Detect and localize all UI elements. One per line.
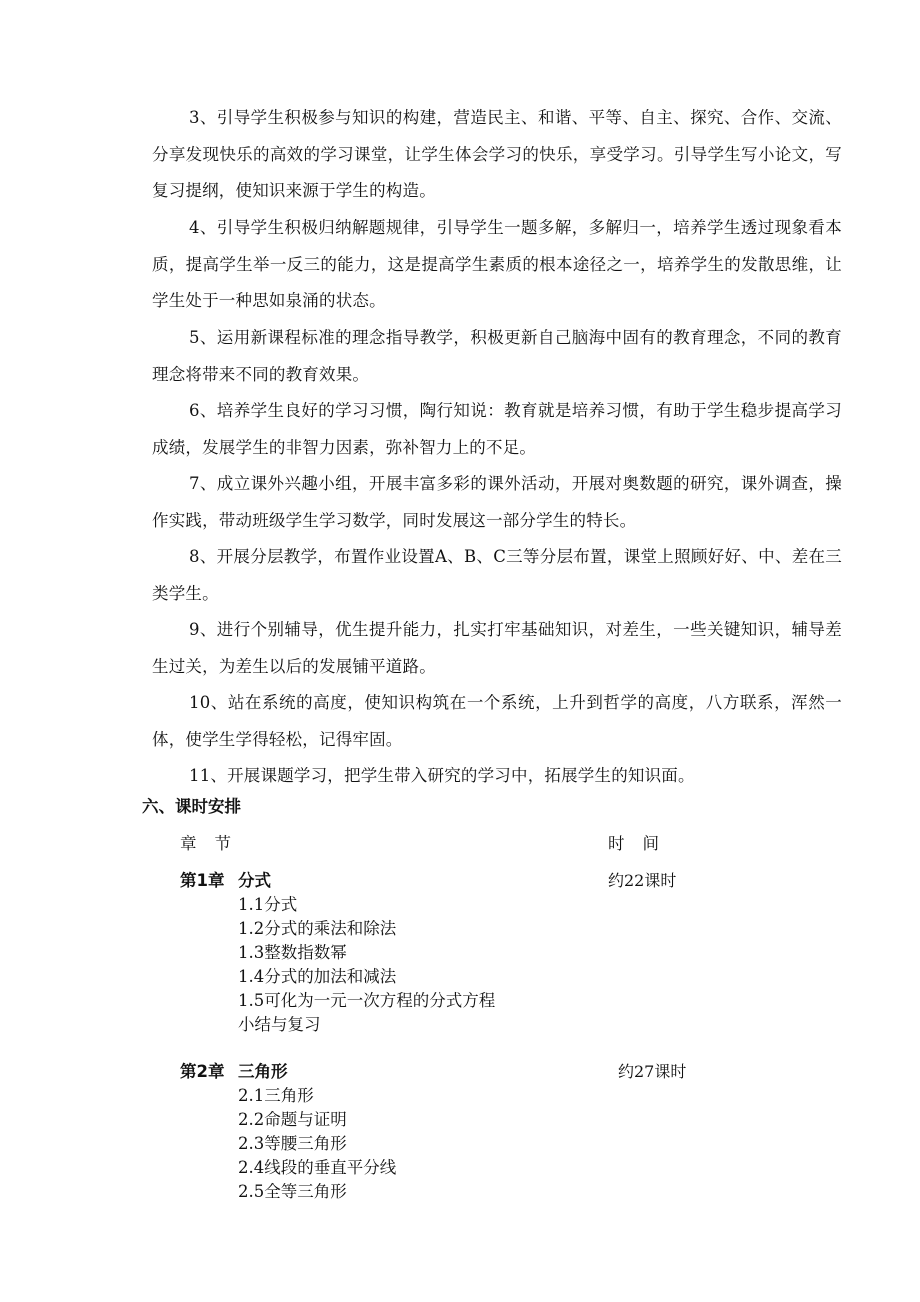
column-header-time: 时间 xyxy=(608,834,677,853)
paragraph-11: 11、开展课题学习，把学生带入研究的学习中，拓展学生的知识面。 xyxy=(189,766,695,785)
list-item: 2.5全等三角形 xyxy=(238,1182,347,1201)
paragraph-6: 6、培养学生良好的学习习惯，陶行知说：教育就是培养习惯，有助于学生稳步提高学习成绩，发展学生的非智力因素，弥补智力上的不足。 xyxy=(152,401,842,457)
chapter-1-number: 第1章 xyxy=(180,871,225,890)
paragraph-3: 3、引导学生积极参与知识的构建，营造民主、和谐、平等、自主、探究、合作、交流、分享发现快乐的高效的学习课堂，让学生体会学习的快乐，享受学习。引导学生写小论文，写复习提纲，使知识来源于学生的构造。 xyxy=(152,108,842,200)
chapter-1-section-list xyxy=(238,893,495,1037)
chapter-1-title xyxy=(180,869,271,893)
column-header-chapter: 章节 xyxy=(180,834,249,853)
paragraph-9: 9、进行个别辅导，优生提升能力，扎实打牢基础知识，对差生，一些关键知识，辅导差生过关，为差生以后的发展铺平道路。 xyxy=(152,620,842,676)
list-item: 2.4线段的垂直平分线 xyxy=(238,1158,397,1177)
list-item: 1.2分式的乘法和除法 xyxy=(238,919,397,938)
paragraph-10: 10、站在系统的高度，使知识构筑在一个系统，上升到哲学的高度，八方联系，浑然一体，使学生学得轻松，记得牢固。 xyxy=(152,693,842,749)
chapter-1-hours: 约22课时 xyxy=(608,871,677,890)
list-item: 2.1三角形 xyxy=(238,1086,314,1105)
paragraph-4: 4、引导学生积极归纳解题规律，引导学生一题多解，多解归一，培养学生透过现象看本质，提高学生举一反三的能力，这是提高学生素质的根本途径之一，培养学生的发散思维，让学生处于一种思如泉涌的状态。 xyxy=(152,218,842,310)
list-item: 1.5可化为一元一次方程的分式方程 xyxy=(238,991,496,1010)
list-item: 1.1分式 xyxy=(238,895,298,914)
list-item: 小结与复习 xyxy=(238,1015,321,1034)
chapter-2-name: 三角形 xyxy=(238,1062,288,1081)
paragraph-7: 7、成立课外兴趣小组，开展丰富多彩的课外活动，开展对奥数题的研究，课外调查，操作实践，带动班级学生学习数学，同时发展这一部分学生的特长。 xyxy=(152,474,842,530)
list-item: 1.3整数指数幂 xyxy=(238,943,347,962)
chapter-2-title xyxy=(180,1060,288,1084)
chapter-2-number: 第2章 xyxy=(180,1062,225,1081)
section-heading: 六、课时安排 xyxy=(142,797,241,816)
chapter-1-name: 分式 xyxy=(238,871,271,890)
paragraph-5: 5、运用新课程标准的理念指导教学，积极更新自己脑海中固有的教育理念，不同的教育理念将带来不同的教育效果。 xyxy=(152,328,842,384)
paragraph-8: 8、开展分层教学，布置作业设置A、B、C三等分层布置，课堂上照顾好好、中、差在三类学生。 xyxy=(152,547,842,603)
list-item: 2.2命题与证明 xyxy=(238,1110,347,1129)
chapter-2-hours: 约27课时 xyxy=(618,1062,687,1081)
list-item: 1.4分式的加法和减法 xyxy=(238,967,397,986)
list-item: 2.3等腰三角形 xyxy=(238,1134,347,1153)
chapter-2-section-list xyxy=(238,1084,396,1204)
